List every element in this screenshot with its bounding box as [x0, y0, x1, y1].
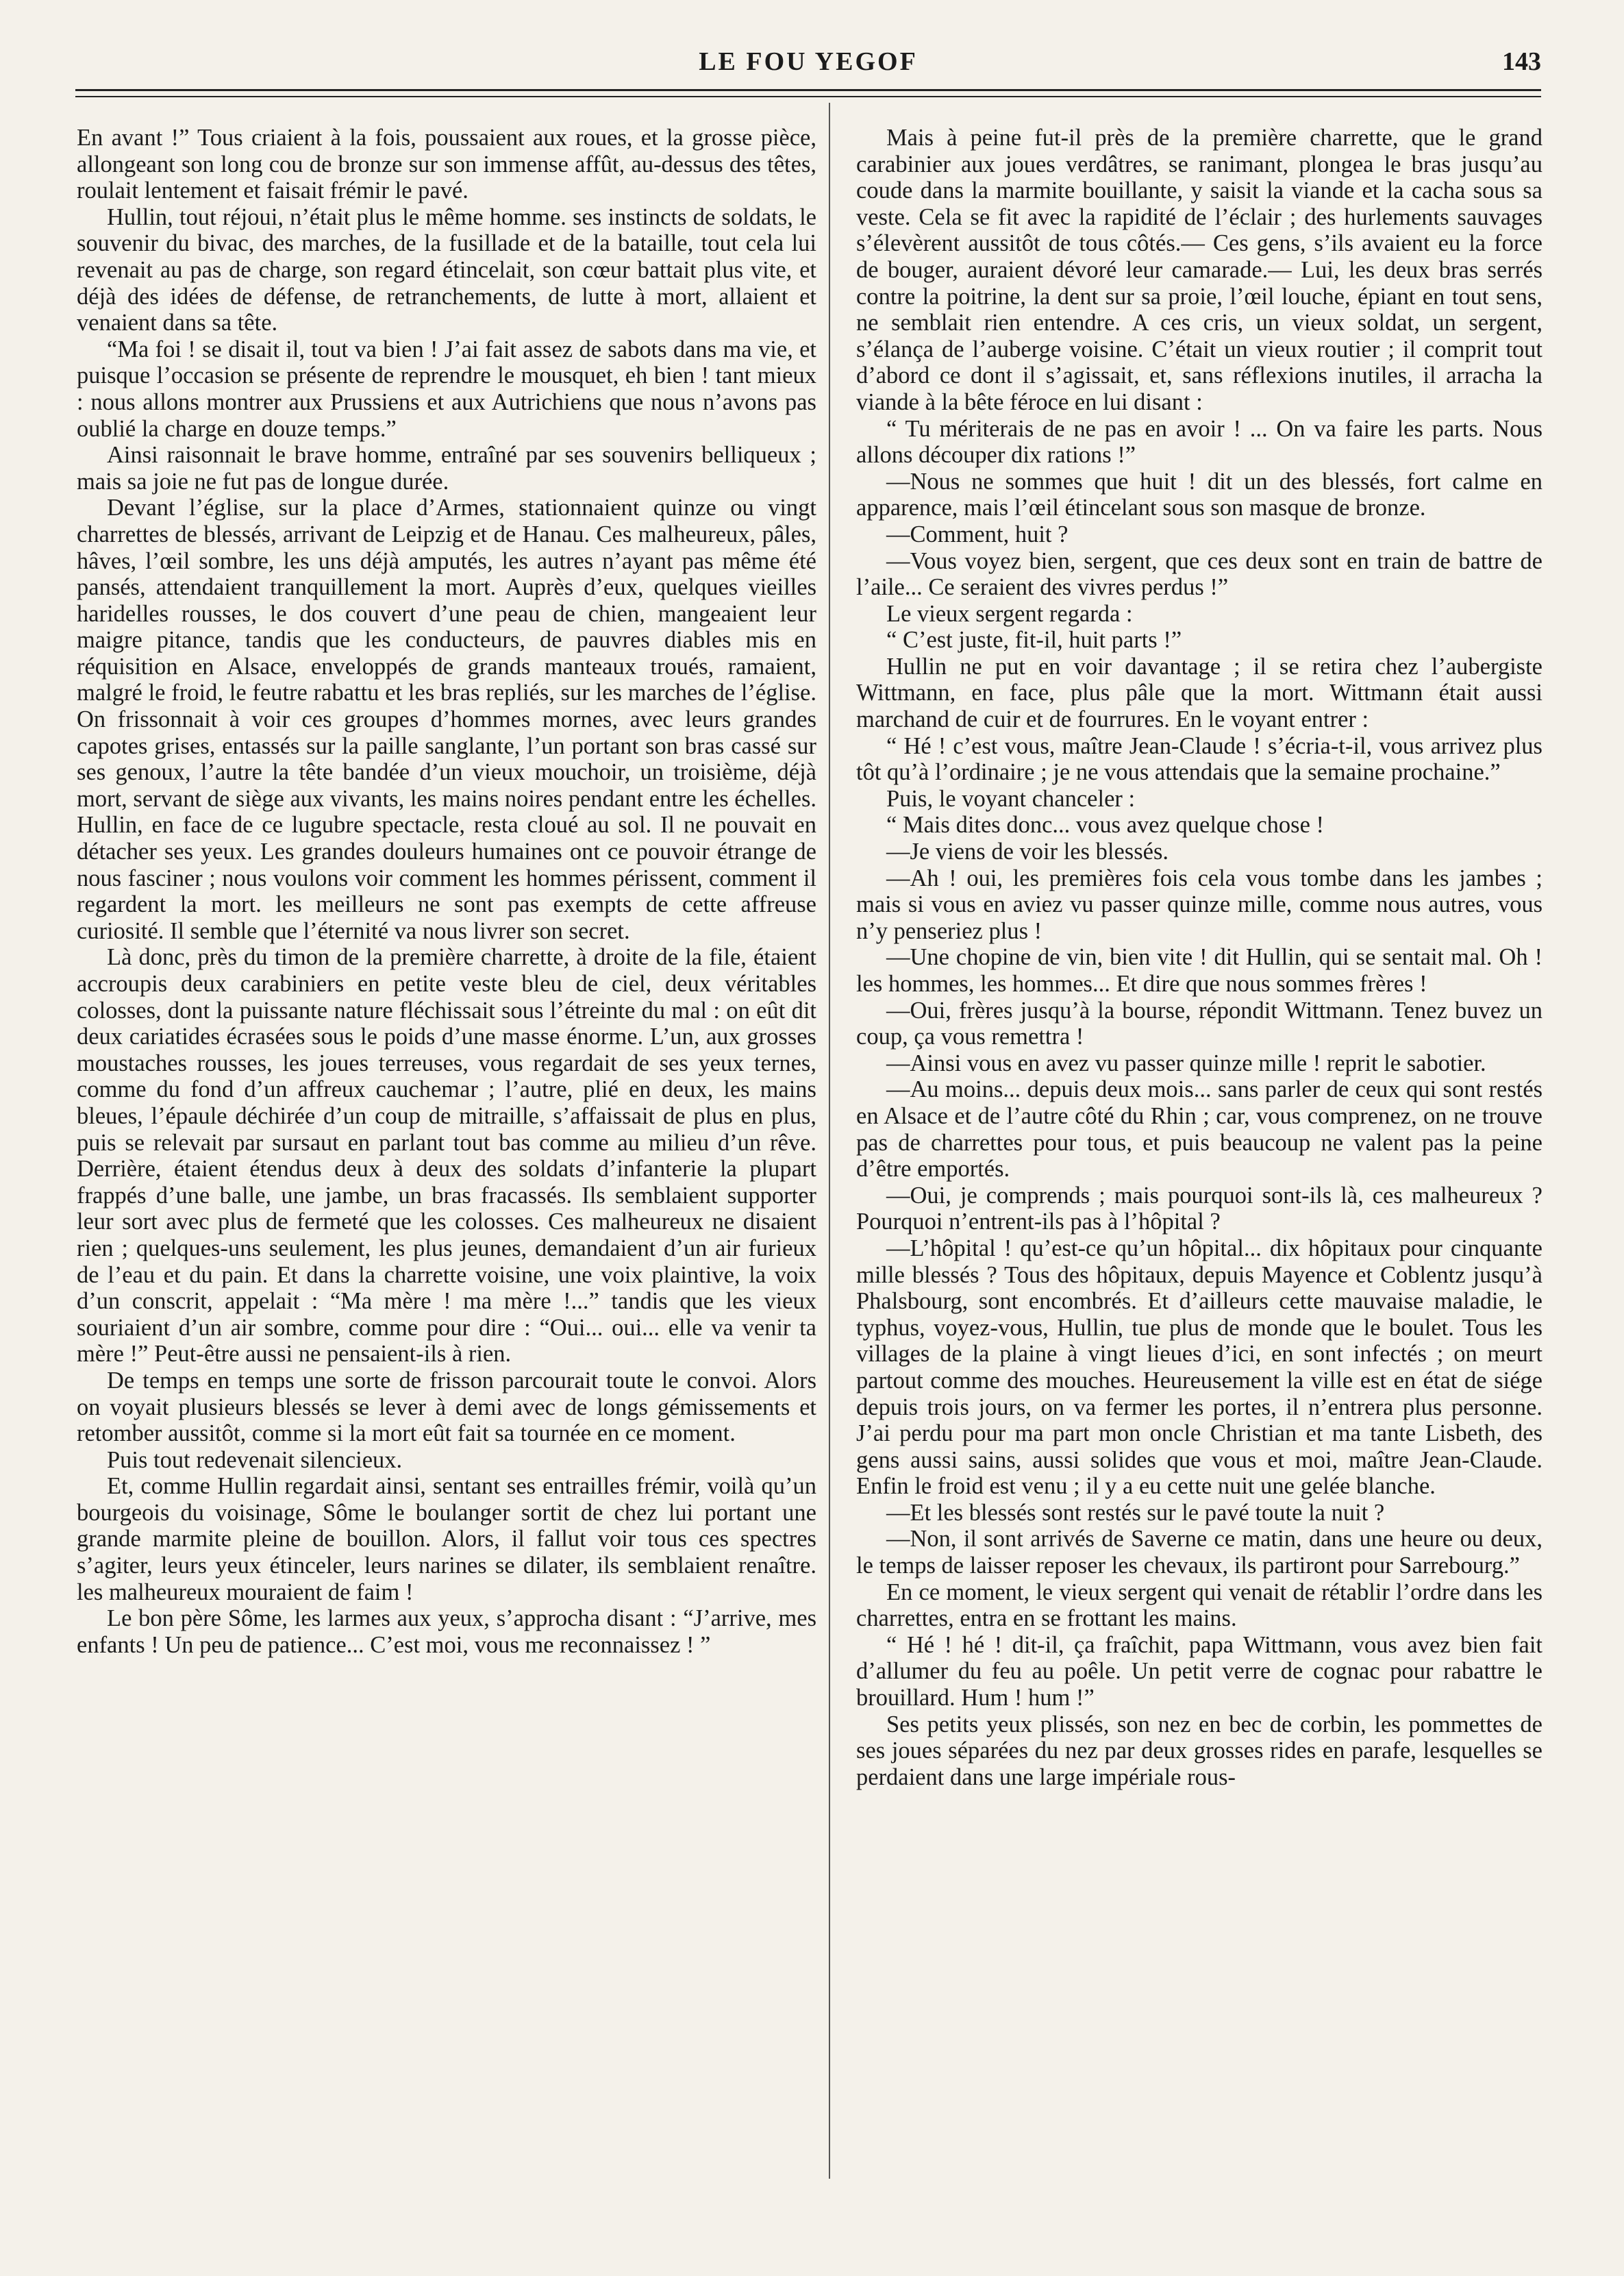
paragraph: Puis tout redevenait silencieux. — [107, 1446, 403, 1473]
paragraph: —Et les blessés sont restés sur le pavé toute la nuit ? — [886, 1499, 1385, 1526]
paragraph: —Au moins... depuis deux mois... sans parler de ceux qui sont restés en Alsace et de l’autre côté du Rhin ; car, vous comprenez, on ne trouve pas de charrettes pour tous, et puis beaucoup ne valent pas la peine d’être emportés. — [856, 1076, 1542, 1183]
paragraph: —Nous ne sommes que huit ! dit un des blessés, fort calme en apparence, mais l’œil étincelant sous son masque de bronze. — [856, 468, 1542, 521]
left-column — [77, 125, 816, 2187]
paragraph: De temps en temps une sorte de frisson parcourait toute le convoi. Alors on voyait plusieurs blessés se lever à demi avec de longs gémissements et retomber aussitôt, comme si la mort eût fait sa tournée en ce moment. — [77, 1367, 816, 1447]
paragraph: —L’hôpital ! qu’est-ce qu’un hôpital... dix hôpitaux pour cinquante mille blessés ? Tous des hôpitaux, depuis Mayence et Coblentz jusqu’à Phalsbourg, sont encombrés. Et d’ailleurs cette mauvaise maladie, le typhus, voyez-vous, Hullin, tue plus de monde que le boulet. Tous les villages de la plaine à vingt lieues d’ici, en sont infectés ; on meurt partout comme des mouches. Heureusement la ville est en état de siége depuis trois jours, on va fermer les portes, il n’entrera plus personne. J’ai perdu pour ma part mon oncle Christian et ma tante Lisbeth, des gens aussi sains, aussi solides que vous et moi, maître Jean-Claude. Enfin le froid est venu ; il y a eu cette nuit une gelée blanche. — [856, 1235, 1542, 1500]
paragraph: Là donc, près du timon de la première charrette, à droite de la file, étaient accroupis deux carabiniers en petite veste bleu de ciel, deux véritables colosses, dont la puissante nature fléchissait sous l’étreinte du mal : on eût dit deux cariatides écrasées sous le poids d’une masse énorme. L’un, aux grosses moustaches rousses, les joues terreuses, vous regardait de ses yeux ternes, comme du fond d’un affreux cauchemar ; l’autre, plié en deux, les mains bleues, l’épaule déchirée d’un coup de mitraille, s’affaissait de plus en plus, puis se relevait par sursaut en parlant tout bas comme au milieu d’un rêve. Derrière, étaient étendus deux à deux des soldats d’infanterie la plupart frappés d’une balle, une jambe, un bras fracassés. Ils semblaient supporter leur sort avec plus de fermeté que les colosses. Ces malheureux ne disaient rien ; quelques-uns seulement, les plus jeunes, demandaient d’un air furieux de l’eau et du pain. Et dans la charrette voisine, une voix plaintive, la voix d’un conscrit, appelait : “Ma mère ! ma mère !...” tandis que les vieux souriaient d’un air sombre, comme pour dire : “Oui... oui... elle va venir ta mère !” Peut-être aussi ne pensaient-ils à rien. — [77, 944, 816, 1368]
paragraph: “Ma foi ! se disait il, tout va bien ! J’ai fait assez de sabots dans ma vie, et puisque l’occasion se présente de reprendre le mousquet, eh bien ! tant mieux : nous allons montrer aux Prussiens et aux Autrichiens que nous n’avons pas oublié la charge en douze temps.” — [77, 336, 816, 442]
paragraph: Hullin ne put en voir davantage ; il se retira chez l’aubergiste Wittmann, en face, plus pâle que la mort. Wittmann était aussi marchand de cuir et de fourrures. En le voyant entrer : — [856, 653, 1542, 733]
paragraph: —Je viens de voir les blessés. — [886, 839, 1169, 865]
paragraph: —Comment, huit ? — [886, 521, 1069, 547]
paragraph: “ C’est juste, fit-il, huit parts !” — [886, 627, 1182, 654]
paragraph: —Ah ! oui, les premières fois cela vous tombe dans les jambes ; mais si vous en aviez vu passer quinze mille, comme nous autres, vous n’y penseriez plus ! — [856, 865, 1542, 944]
paragraph: Ses petits yeux plissés, son nez en bec de corbin, les pommettes de ses joues séparées du nez par deux grosses rides en parafe, lesquelles se perdaient dans une large impériale rous- — [856, 1711, 1542, 1790]
paragraph: —Ainsi vous en avez vu passer quinze mille ! reprit le sabotier. — [886, 1050, 1486, 1076]
paragraph: “ Tu mériterais de ne pas en avoir ! ... On va faire les parts. Nous allons découper dix rations !” — [856, 415, 1542, 469]
paragraph: Ainsi raisonnait le brave homme, entraîné par ses souvenirs belliqueux ; mais sa joie ne fut pas de longue durée. — [77, 442, 816, 495]
paragraph: Puis, le voyant chanceler : — [886, 785, 1136, 812]
paragraph: Et, comme Hullin regardait ainsi, sentant ses entrailles frémir, voilà qu’un bourgeois du voisinage, Sôme le boulanger sortit de chez lui portant une grande marmite pleine de bouillon. Alors, il fallut voir tous ces spectres s’agiter, leurs yeux étinceler, leurs narines se dilater, ils semblaient renaître. les malheureux mouraient de faim ! — [77, 1473, 816, 1605]
paragraph: —Oui, frères jusqu’à la bourse, répondit Wittmann. Tenez buvez un coup, ça vous remettra ! — [856, 997, 1542, 1050]
paragraph: “ Mais dites donc... vous avez quelque chose ! — [886, 812, 1325, 839]
paragraph: —Non, il sont arrivés de Saverne ce matin, dans une heure ou deux, le temps de laisser reposer les chevaux, ils partiront pour Sarrebourg.” — [856, 1526, 1542, 1579]
paragraph: En ce moment, le vieux sergent qui venait de rétablir l’ordre dans les charrettes, entra en se frottant les mains. — [856, 1579, 1542, 1632]
paragraph: —Oui, je comprends ; mais pourquoi sont-ils là, ces malheureux ? Pourquoi n’entrent-ils pas à l’hôpital ? — [856, 1182, 1542, 1235]
right-column — [856, 125, 1542, 2187]
paragraph: Mais à peine fut-il près de la première charrette, que le grand carabinier aux joues verdâtres, se ranimant, plongea le bras jusqu’au coude dans la marmite bouillante, y saisit la viande et la cacha sous sa veste. Cela se fit avec la rapidité de l’éclair ; des hurlements sauvages s’élevèrent aussitôt de tous côtés.— Ces gens, s’ils avaient eu la force de bouger, auraient dévoré leur camarade.— Lui, les deux bras serrés contre la poitrine, la dent sur sa proie, l’œil louche, épiant en tout sens, ne semblait rien entendre. A ces cris, un vieux soldat, un sergent, s’élança de l’auberge voisine. C’était un vieux routier ; il comprit tout d’abord ce dont il s’agissait, et, sans réflexions inutiles, il arracha la viande à la bête féroce en lui disant : — [856, 125, 1542, 415]
paragraph: Le vieux sergent regarda : — [886, 600, 1133, 627]
page-number: 143 — [1502, 47, 1541, 76]
paragraph: Le bon père Sôme, les larmes aux yeux, s’approcha disant : “J’arrive, mes enfants ! Un peu de patience... C’est moi, vous me reconnaissez ! ” — [77, 1605, 816, 1658]
paragraph: —Une chopine de vin, bien vite ! dit Hullin, qui se sentait mal. Oh ! les hommes, les hommes... Et dire que nous sommes frères ! — [856, 944, 1542, 997]
page-header — [75, 40, 1541, 81]
column-divider — [829, 103, 830, 2179]
running-title: LE FOU YEGOF — [699, 47, 918, 76]
paragraph: “ Hé ! hé ! dit-il, ça fraîchit, papa Wittmann, vous avez bien fait d’allumer du feu au poêle. Un petit verre de cognac pour rabattre le brouillard. Hum ! hum !” — [856, 1631, 1542, 1711]
header-rule-thin — [75, 96, 1541, 97]
paragraph: En avant !” Tous criaient à la fois, poussaient aux roues, et la grosse pièce, allongeant son long cou de bronze sur son immense affût, au-dessus des têtes, roulait lentement et faisait frémir le pavé. — [77, 125, 816, 204]
paragraph: —Vous voyez bien, sergent, que ces deux sont en train de battre de l’aile... Ce seraient des vivres perdus !” — [856, 547, 1542, 601]
paragraph: “ Hé ! c’est vous, maître Jean-Claude ! s’écria-t-il, vous arrivez plus tôt qu’à l’ordinaire ; je ne vous attendais que la semaine prochaine.” — [856, 732, 1542, 786]
header-rule — [75, 89, 1541, 91]
paragraph: Devant l’église, sur la place d’Armes, stationnaient quinze ou vingt charrettes de blessés, arrivant de Leipzig et de Hanau. Ces malheureux, pâles, hâves, l’œil sombre, les uns déjà amputés, les autres n’ayant pas même été pansés, attendaient tranquillement la mort. Auprès d’eux, quelques vieilles haridelles rousses, le dos couvert d’une peau de chien, mangeaient leur maigre pitance, tandis que les conducteurs, de pauvres diables mis en réquisition en Alsace, enveloppés de grands manteaux troués, ramaient, malgré le froid, le feutre rabattu et les bras repliés, sur les marches de l’église. On frissonnait à voir ces groupes d’hommes mornes, avec leurs grandes capotes grises, entassés sur la paille sanglante, l’un portant son bras cassé sur ses genoux, l’autre la tête bandée d’un vieux mouchoir, un troisième, déjà mort, servant de siège aux vivants, les mains noires pendant entre les échelles. Hullin, en face de ce lugubre spectacle, resta cloué au sol. Il ne pouvait en détacher ses yeux. Les grandes douleurs humaines ont ce pouvoir étrange de nous fasciner ; nous voulons voir comment les hommes périssent, comment il regardent la mort. les meilleurs ne sont pas exempts de cette affreuse curiosité. Il semble que l’éternité va nous livrer son secret. — [77, 495, 816, 944]
paragraph: Hullin, tout réjoui, n’était plus le même homme. ses instincts de soldats, le souvenir du bivac, des marches, de la fusillade et de la bataille, tout cela lui revenait au pas de charge, son regard étincelait, son cœur battait plus vite, et déjà des idées de défense, de retranchements, de lutte à mort, allaient et venaient dans sa tête. — [77, 203, 816, 336]
